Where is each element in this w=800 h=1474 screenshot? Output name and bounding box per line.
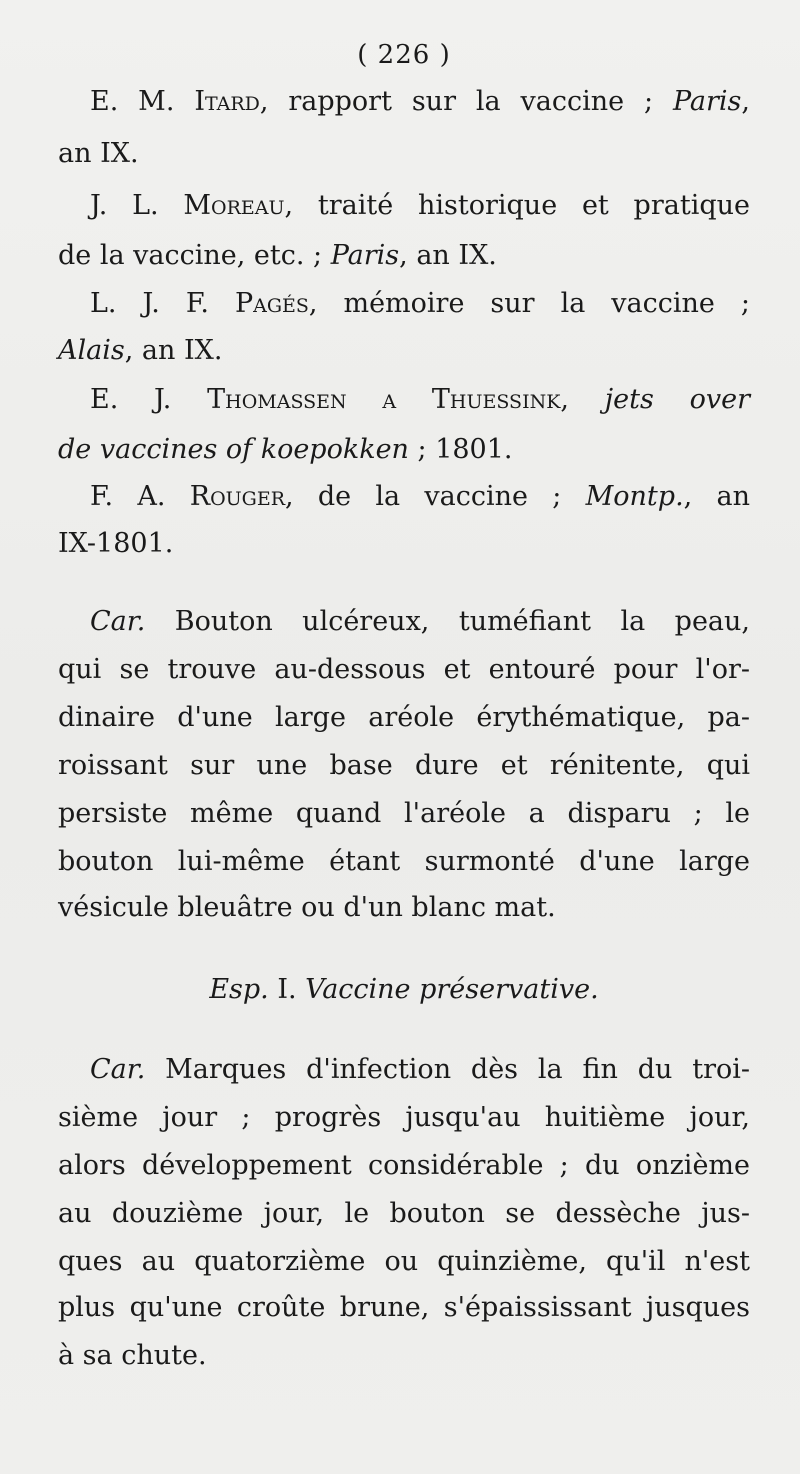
text-run: sième jour ; progrès jusqu'au huitième jour, — [58, 1102, 750, 1133]
text-run: ; 1801. — [408, 434, 513, 465]
text-line — [58, 1248, 750, 1275]
text-run: alors développement considérable ; du onzième — [58, 1150, 750, 1181]
text-line — [58, 1342, 750, 1369]
text-run: , de la vaccine ; — [285, 481, 586, 512]
text-line — [58, 242, 750, 269]
text-run: , mémoire sur la vaccine ; — [308, 288, 750, 319]
author-name: Itard — [194, 86, 260, 117]
text-run: à sa chute. — [58, 1340, 207, 1371]
author-name: Rouger — [189, 481, 286, 512]
italic-run: Vaccine préservative. — [305, 974, 599, 1005]
text-line — [58, 1294, 750, 1321]
text-line — [58, 140, 750, 167]
text-line — [58, 1200, 750, 1227]
text-run: , an IX. — [124, 335, 223, 366]
text-line — [58, 88, 750, 115]
text-run: dinaire d'une large aréole érythématique, pa- — [58, 702, 750, 733]
text-line — [58, 483, 750, 510]
text-run: J. L. — [90, 190, 184, 221]
text-line — [58, 530, 750, 557]
text-line — [58, 192, 750, 219]
text-run: ques au quatorzième ou quinzième, qu'il n'est — [58, 1246, 750, 1277]
text-run: , an — [683, 481, 750, 512]
text-run: , rapport sur la vaccine ; — [259, 86, 673, 117]
italic-run: de vaccines of koepokken — [58, 434, 409, 465]
text-line — [58, 608, 750, 635]
text-run: roissant sur une base dure et rénitente, qui — [58, 750, 750, 781]
text-line — [58, 976, 750, 1003]
text-run: qui se trouve au-dessous et entouré pour l'or- — [58, 654, 750, 685]
text-run: plus qu'une croûte brune, s'épaississant jusques — [58, 1292, 750, 1323]
text-run: , traité historique et pratique — [284, 190, 750, 221]
text-run: , an IX. — [399, 240, 497, 271]
text-run: vésicule bleuâtre ou d'un blanc mat. — [58, 892, 556, 923]
text-line — [58, 1104, 750, 1131]
italic-run: Paris — [672, 86, 742, 117]
text-run: IX-1801. — [58, 528, 174, 559]
italic-run: jets over — [604, 384, 750, 415]
text-line — [58, 800, 750, 827]
text-line — [58, 1056, 750, 1083]
italic-run: Alais — [58, 335, 125, 366]
text-run: F. A. — [90, 481, 190, 512]
text-run: , — [741, 86, 751, 117]
text-run: I. — [268, 974, 306, 1005]
text-run: Marques d'infection dès la fin du troi- — [145, 1054, 750, 1085]
text-line — [58, 337, 750, 364]
author-name: Pagés — [234, 288, 309, 319]
page-number: ( 226 ) — [357, 40, 451, 70]
text-line — [58, 1152, 750, 1179]
italic-run: Esp. — [209, 974, 269, 1005]
text-line — [58, 436, 750, 463]
text-run: persiste même quand l'aréole a disparu ; le — [58, 798, 750, 829]
italic-run: Car. — [90, 606, 146, 637]
text-line — [58, 656, 750, 683]
text-line — [58, 752, 750, 779]
italic-run: Montp. — [585, 481, 684, 512]
text-run: E. M. — [90, 86, 195, 117]
text-run: Bouton ulcéreux, tuméfiant la peau, — [145, 606, 750, 637]
text-line — [58, 894, 750, 921]
author-name: Moreau — [183, 190, 285, 221]
text-line — [58, 386, 750, 413]
text-run: E. J. — [90, 384, 208, 415]
author-name: Thomassen a Thuessink — [207, 384, 561, 415]
italic-run: Car. — [90, 1054, 146, 1085]
text-run: de la vaccine, etc. ; — [58, 240, 331, 271]
text-line — [58, 848, 750, 875]
text-run: L. J. F. — [90, 288, 235, 319]
italic-run: Paris — [330, 240, 400, 271]
text-line — [58, 290, 750, 317]
text-run: bouton lui-même étant surmonté d'une large — [58, 846, 750, 877]
text-run: au douzième jour, le bouton se dessèche jus- — [58, 1198, 750, 1229]
text-run: , — [560, 384, 605, 415]
text-run: an IX. — [58, 138, 139, 169]
text-line — [58, 704, 750, 731]
